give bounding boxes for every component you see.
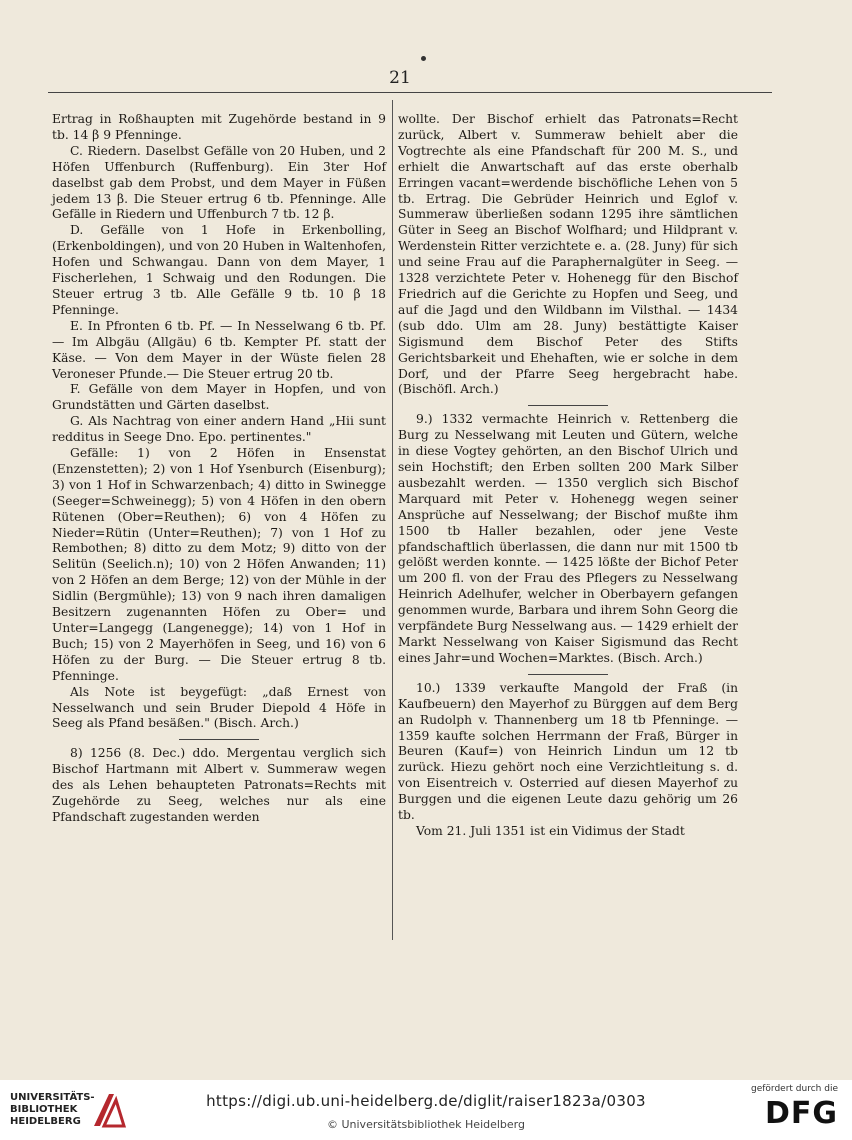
section-separator [528,674,608,675]
paragraph: 8) 1256 (8. Dec.) ddo. Mergentau verglich sich Bischof Hartmann mit Albert v. Summeraw wegen des als Lehen behaupteten Patronats=Rechts mit Zugehörde zu Seeg, welches nur als eine Pfandschaft zugestanden werden [52,746,386,824]
paragraph: Vom 21. Juli 1351 ist ein Vidimus der Stadt [416,823,685,838]
paragraph: 10.) 1339 verkaufte Mangold der Fraß (in Kaufbeuern) den Mayerhof zu Bürggen auf dem Berg an Rudolph v. Thannenberg um 18 tb Pfenninge. — 1359 kaufte solchen Herrmann der Fraß, Bürger in Beuren (Kauf=) von Heinrich Lindun um 12 tb zurück. Hiezu gehört noch eine Verzichtleitung s. d. von Eisentreich v. Osterried auf diesen Mayerhof zu Burggen und die eigenen Leute dazu gehörig um 26 tb. [398,680,738,823]
paragraph: wollte. Der Bischof erhielt das Patronats=Recht zurück, Albert v. Summeraw behielt aber die Vogtrechte als eine Pfandschaft für 200 M. S., und erhielt die Anwartschaft auf das erste oberhalb Erringen vacant=werdende bischöfliche Lehen von 5 tb. Ertrag. Die Gebrüder Heinrich und Eglof v. Summeraw überließen sodann 1295 ihre sämtlichen Güter in Seeg an Bischof Wolfhard; und Hildprant v. Werdenstein Ritter verzichtete e. a. (28. Juny) für sich und seine Frau auf die Paraphernalgüter in Seeg. — 1328 verzichtete Peter v. Hohenegg für den Bischof Friedrich auf die Gerichte zu Hopfen und Seeg, und auf die Jagd und den Wildbann im Vilsthal. — 1434 (sub ddo. Ulm am 28. Juny) bestättigte Kaiser Sigismund dem Bischof Peter des Stifts Gerichtsbarkeit und Ehehaften, wie er solche in dem Dorf, und der Pfarre Seeg hergebracht habe. (Bischöfl. Arch.) [398,112,738,397]
paragraph: G. Als Nachtrag von einer andern Hand „Hii sunt redditus in Seege Dno. Epo. pertinentes." [52,414,386,445]
paragraph: Ertrag in Roßhaupten mit Zugehörde bestand in 9 tb. 14 β 9 Pfenninge. [52,112,386,142]
column-divider [392,100,393,940]
paragraph: C. Riedern. Daselbst Gefälle von 20 Huben, und 2 Höfen Uffenburch (Ruffenburg). Ein 3ter Hof daselbst gab dem Probst, und dem Mayer in Füßen jedem 13 β. Die Steuer ertrug 6 tb. Pfenninge. Alle Gefälle in Riedern und Uffenburch 7 tb. 12 β. [52,143,386,222]
dfg-wordmark: DFG [764,1096,838,1131]
funded-by-label: gefördert durch die [751,1084,838,1094]
section-separator [528,405,608,406]
paragraph: D. Gefälle von 1 Hofe in Erkenbolling, (Erkenboldingen), und von 20 Huben in Waltenhofen, Hofen und Schwangau. Dann von dem Mayer, 1 Fischerlehen, 1 Schwaig und den Rodungen. Die Steuer ertrug 3 tb. Alle Gefälle 9 tb. 10 β 18 Pfenninge. [52,223,386,317]
paragraph: Gefälle: 1) von 2 Höfen in Ensenstat (Enzenstetten); 2) von 1 Hof Ysenburch (Eisenburg); 3) von 1 Hof in Schwarzenbach; 4) ditto in Swinegge (Seeger=Schweinegg); 5) von 4 Höfen in den obern Rütenen (Ober=Reuthen); 6) von 4 Höfen zu Nieder=Rütin (Unter=Reuthen); 7) von 1 Hof zu Rembothen; 8) ditto zu dem Motz; 9) ditto von der Selitün (Seelich.n); 10) von 2 Höfen Anwanden; 11) von 2 Höfen an dem Berge; 12) von der Mühle in der Sidlin (Bergmühle); 13) von 9 nach ihren damaligen Besitzern zugenannten Höfen zu Ober= und Unter=Langegg (Langenegge); 14) von 1 Hof in Buch; 15) von 2 Mayerhöfen in Seeg, und 16) von 6 Höfen zu der Burg. — Die Steuer ertrug 8 tb. Pfenninge. [52,446,386,683]
header-rule [48,92,772,93]
copyright-notice: © Universitätsbibliothek Heidelberg [326,1118,525,1131]
paragraph: Als Note ist beygefügt: „daß Ernest von Nesselwanch und sein Bruder Diepold 4 Höfe in Seeg als Pfand besäßen." (Bisch. Arch.) [52,684,386,731]
logo-text: UNIVERSITÄTS- BIBLIOTHEK HEIDELBERG [10,1092,95,1127]
university-library-logo[interactable] [10,1088,130,1132]
paragraph: F. Gefälle von dem Mayer in Hopfen, und von Grundstätten und Gärten daselbst. [52,382,386,413]
paragraph: 9.) 1332 vermachte Heinrich v. Rettenberg die Burg zu Nesselwang mit Leuten und Gütern, welche in diese Vogtey gehörten, an den Bischof Ulrich und sein Hochstift; den Erben sollten 200 Mark Silber ausbezahlt werden. — 1350 verglich sich Bischof Marquard mit Peter v. Hohenegg wegen seiner Ansprüche auf Nesselwang; der Bischof mußte ihm 1500 tb Haller bezahlen, oder jene Veste pfandschaftlich überlassen, die dann nur mit 1500 tb gelößt werden konnte. — 1425 lößte der Bichof Peter um 200 fl. von der Frau des Pflegers zu Nesselwang Heinrich Adelhufer, welcher in Oberbayern gefangen genommen wurde, Barbara und ihrem Sohn Georg die verpfändete Burg Nesselwang aus. — 1429 erhielt der Markt Nesselwang von Kaiser Sigismund das Recht eines Jahr=und Wochen=Marktes. (Bisch. Arch.) [398,412,738,665]
left-column [52,112,386,826]
page-number: 21 [389,68,411,88]
section-separator [179,739,259,740]
ink-dot [421,56,426,61]
dfg-logo[interactable] [748,1084,844,1136]
permalink-url[interactable]: https://digi.ub.uni-heidelberg.de/diglit/raiser1823a/0303 [206,1092,646,1110]
paragraph: E. In Pfronten 6 tb. Pf. — In Nesselwang 6 tb. Pf. — Im Albgäu (Allgäu) 6 tb. Kempter Pf. statt der Käse. — Von dem Mayer in der Wüste fielen 28 Veroneser Pfunde.— Die Steuer ertrug 20 tb. [52,318,386,381]
right-column [398,112,738,840]
heidelberg-emblem-icon [90,1090,128,1130]
viewer-footer [0,1080,852,1140]
